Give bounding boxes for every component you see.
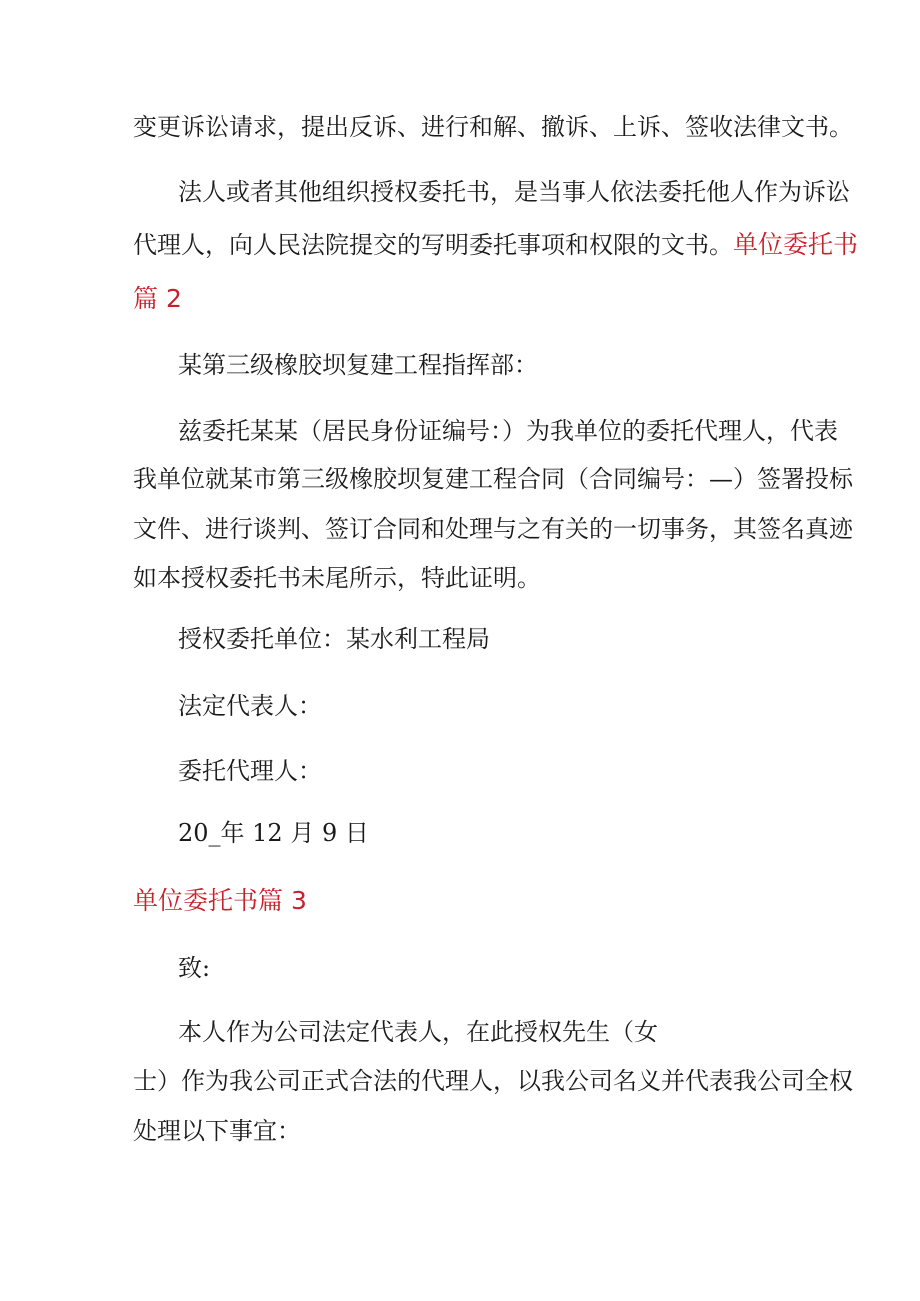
paragraph-2-line-2 bbox=[133, 230, 920, 260]
section-2-body-line-4: 如本授权委托书未尾所示，特此证明。 bbox=[133, 564, 541, 592]
section-3-body-line-2: 士）作为我公司正式合法的代理人，以我公司名义并代表我公司全权 bbox=[133, 1067, 853, 1095]
signing-date: 20_年 12 月 9 日 bbox=[178, 819, 369, 847]
section-2-body-line-1: 兹委托某某（居民身份证编号：）为我单位的委托代理人，代表 bbox=[178, 417, 838, 445]
section-3-body-line-3: 处理以下事宜： bbox=[133, 1117, 301, 1145]
entrusted-agent: 委托代理人： bbox=[178, 757, 322, 785]
section-2-body-line-3: 文件、进行谈判、签订合同和处理与之有关的一切事务，其签名真迹 bbox=[133, 515, 853, 543]
section-2-body-line-2: 我单位就某市第三级橡胶坝复建工程合同（合同编号：—）签署投标 bbox=[133, 465, 853, 493]
paragraph-1-line-1: 变更诉讼请求，提出反诉、进行和解、撤诉、上诉、签收法律文书。 bbox=[133, 113, 853, 141]
legal-representative: 法定代表人： bbox=[178, 692, 322, 720]
section-3-addressee: 致: bbox=[178, 954, 211, 982]
authorizing-unit: 授权委托单位：某水利工程局 bbox=[178, 625, 490, 653]
section-3-heading: 单位委托书篇 3 bbox=[133, 886, 307, 915]
section-2-heading-part-2: 篇 2 bbox=[133, 284, 182, 313]
section-2-addressee: 某第三级橡胶坝复建工程指挥部： bbox=[178, 351, 538, 379]
section-3-body-line-1: 本人作为公司法定代表人，在此授权先生（女 bbox=[178, 1018, 658, 1046]
paragraph-2-line-2-text: 代理人，向人民法院提交的写明委托事项和权限的文书。 bbox=[133, 231, 733, 259]
section-2-heading-part-1: 单位委托书 bbox=[733, 230, 859, 259]
paragraph-2-line-1: 法人或者其他组织授权委托书，是当事人依法委托他人作为诉讼 bbox=[178, 178, 850, 206]
